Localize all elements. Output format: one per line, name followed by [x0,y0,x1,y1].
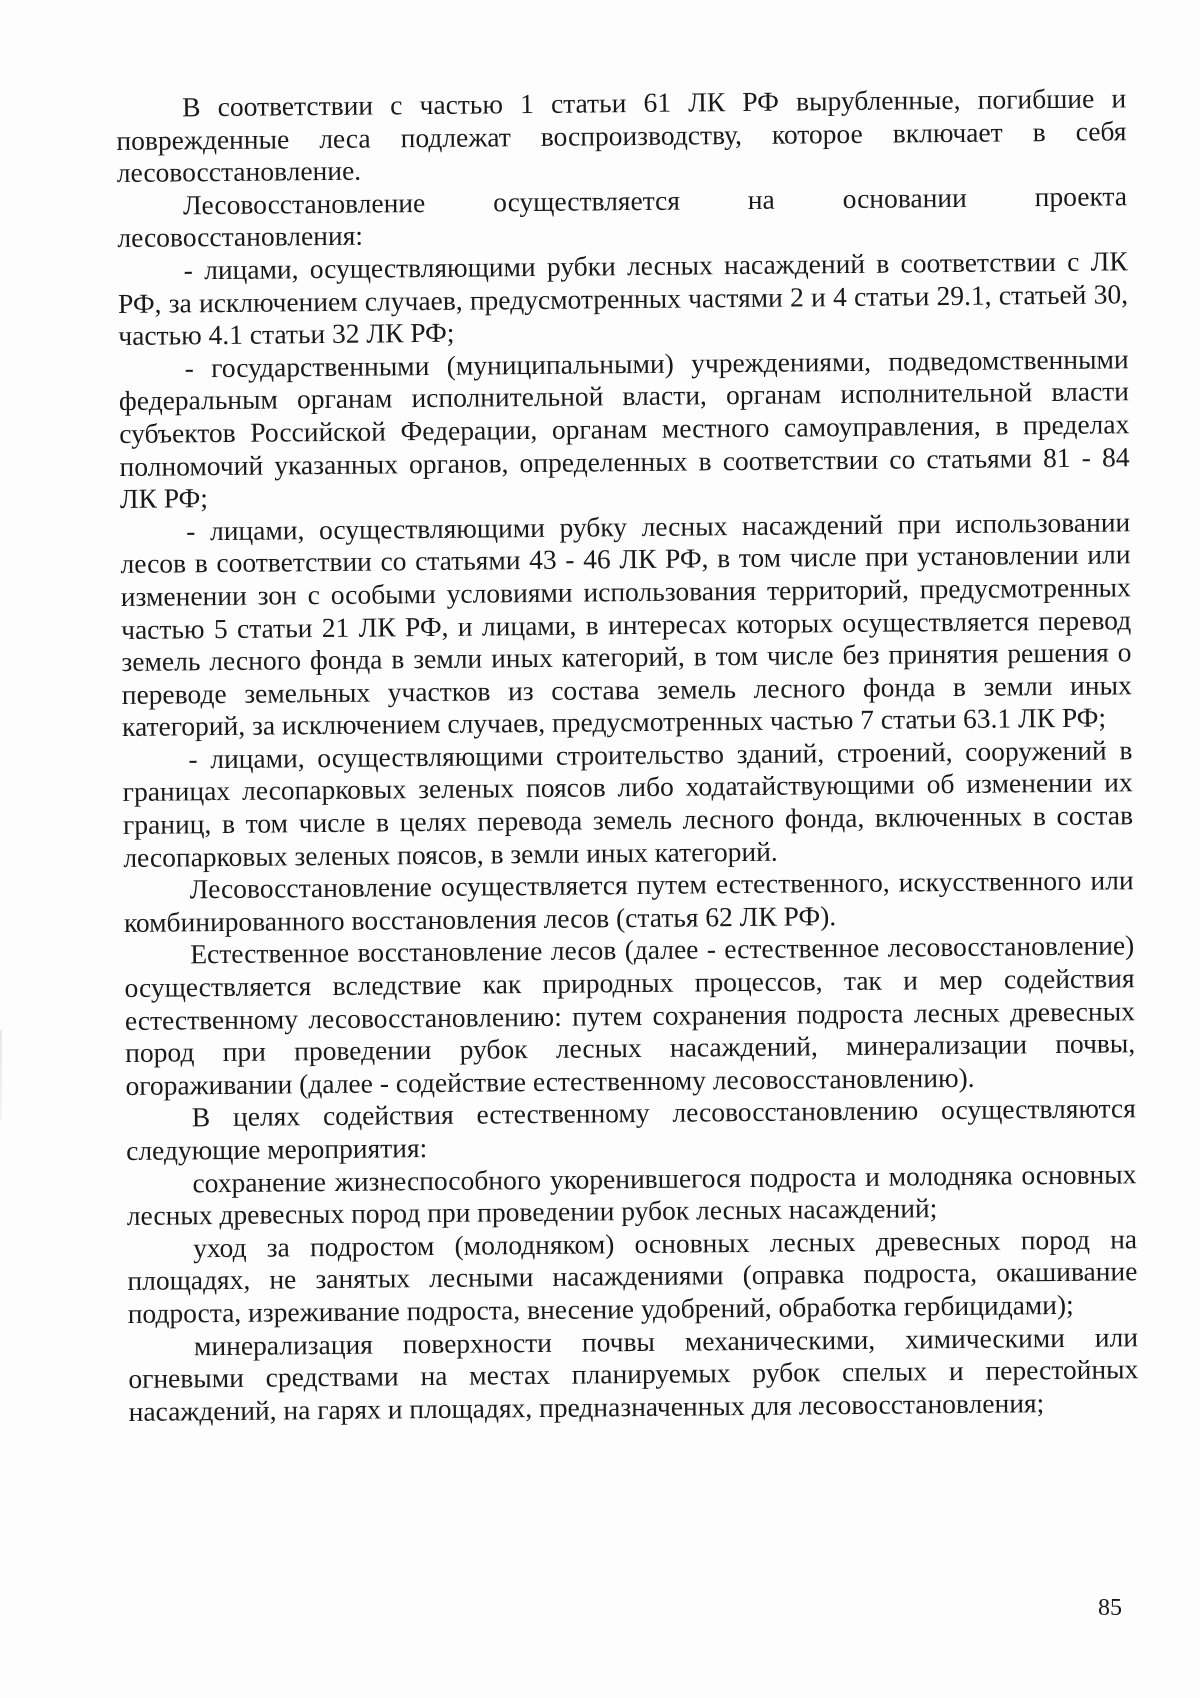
list-item-forest-use-persons: - лицами, осуществляющими рубку лесных насаждений при использовании лесов в соответствии со статьями 43 - 46 ЛК РФ, в том числе при установлении или изменении зон с особыми условиями использования территорий, предусмотренных частью 5 статьи 21 ЛК РФ, и лицами, в интересах которых осуществляется перевод земель лесного фонда в земли иных категорий, в том числе без принятия решения о переводе земельных участков из состава земель лесного фонда в земли иных категорий, за исключением случаев, предусмотренных частью 7 статьи 63.1 ЛК РФ; [120,506,1132,743]
measure-soil-mineralization: минерализация поверхности почвы механическими, химическими или огневыми средствами на местах планируемых рубок спелых и перестойных насаждений, на гарях и площадях, предназначенных для лесовосстановления; [128,1320,1139,1427]
list-item-felling-persons: - лицами, осуществляющими рубки лесных насаждений в соответствии с ЛК РФ, за исключением случаев, предусмотренных частями 2 и 4 статьи 29.1, статьей 30, частью 4.1 статьи 32 ЛК РФ; [117,245,1129,352]
page-number: 85 [1098,1595,1122,1621]
paragraph-reproduction-article-61: В соответствии с частью 1 статьи 61 ЛК РФ вырубленные, погибшие и поврежденные леса подлежат воспроизводству, которое включает в себя лесовосстановление. [116,82,1127,189]
scan-edge-shadow [0,1030,2,1120]
paragraph-reforestation-basis: Лесовосстановление осуществляется на основании проекта лесовосстановления: [117,180,1128,254]
list-item-construction-persons: - лицами, осуществляющими строительство зданий, строений, сооружений в границах лесопарковых зеленых поясов либо ходатайствующими об изменении их границ, в том числе в целях перевода земель лесного фонда, включенных в состав лесопарковых зеленых поясов, в земли иных категорий. [122,734,1134,873]
list-item-state-institutions: - государственными (муниципальными) учреждениями, подведомственными федеральным органам исполнительной власти, органам исполнительной власти субъектов Российской Федерации, органам местного самоуправления, в пределах полномочий указанных органов, определенных в соответствии со статьями 81 - 84 ЛК РФ; [118,343,1130,515]
paragraph-natural-reforestation: Естественное восстановление лесов (далее - естественное лесовосстановление) осуществляется вследствие как природных процессов, так и мер содействия естественному лесовосстановлению: путем сохранения подроста лесных древесных пород при проведении рубок лесных насаждений, минерализации почвы, огораживании (далее - содействие естественному лесовосстановлению). [124,929,1136,1101]
paragraph-reforestation-methods: Лесовосстановление осуществляется путем естественного, искусственного или комбинированного восстановления лесов (статья 62 ЛК РФ). [123,864,1134,938]
measure-care-of-undergrowth: уход за подростом (молодняком) основных лесных древесных пород на площадях, не занятых лесными насаждениями (оправка подроста, окашивание подроста, изреживание подроста, внесение удобрений, обработка гербицидами); [127,1223,1138,1329]
measure-preserve-undergrowth: сохранение жизнеспособного укоренившегося подроста и молодняка основных лесных древесных пород при проведении рубок лесных насаждений; [126,1157,1137,1232]
document-body [116,82,1139,1428]
paragraph-assistance-measures-intro: В целях содействия естественному лесовосстановлению осуществляются следующие мероприятия: [126,1092,1136,1166]
